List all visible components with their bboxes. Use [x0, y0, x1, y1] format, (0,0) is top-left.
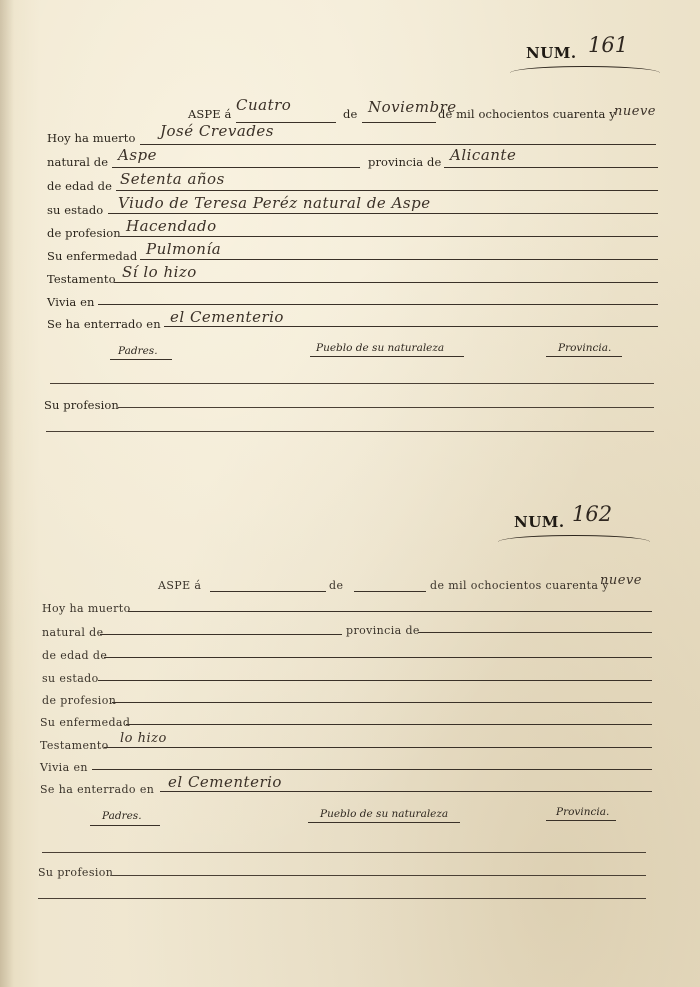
- record-number-label: NUM.: [514, 513, 565, 531]
- testamento-line: [114, 282, 658, 283]
- estado-label: su estado: [47, 203, 104, 217]
- testamento-value: Sí lo hizo: [122, 263, 197, 281]
- month-value: Noviembre: [368, 98, 457, 116]
- edad-label: de edad de: [42, 649, 108, 662]
- padres-row-line: [42, 852, 646, 853]
- year-suffix: nueve: [600, 573, 642, 588]
- hoy-line: [140, 144, 656, 145]
- edad-label: de edad de: [47, 179, 113, 193]
- provincia-line: [418, 632, 652, 633]
- extra-line: [46, 431, 654, 432]
- header-padres: Padres.: [102, 810, 142, 822]
- natural-line: [112, 167, 360, 168]
- header-padres-line: [90, 825, 160, 826]
- enfermedad-value: Pulmonía: [146, 240, 222, 258]
- number-underline: [498, 535, 650, 542]
- enterrado-label: Se ha enterrado en: [40, 783, 155, 796]
- profesion-label: de profesion: [47, 226, 121, 240]
- natural-value: Aspe: [118, 146, 158, 164]
- record-number-value: 161: [588, 33, 629, 57]
- year-suffix: nueve: [614, 104, 656, 119]
- header-pueblo-line: [310, 356, 464, 357]
- testamento-line: [104, 747, 652, 748]
- enfermedad-line: [140, 259, 658, 260]
- header-padres: Padres.: [118, 345, 158, 357]
- header-provincia-line: [546, 820, 616, 821]
- testamento-label: Testamento: [40, 739, 109, 752]
- estado-line: [98, 680, 652, 681]
- vivia-line: [98, 304, 658, 305]
- testamento-label: Testamento: [47, 272, 116, 286]
- header-provincia: Provincia.: [556, 806, 610, 818]
- year-text: de mil ochocientos cuarenta y: [438, 107, 616, 121]
- provincia-label: provincia de: [368, 155, 442, 169]
- estado-label: su estado: [42, 672, 99, 685]
- hoy-label: Hoy ha muerto: [42, 602, 131, 615]
- edad-value: Setenta años: [120, 170, 225, 188]
- hoy-line: [128, 611, 652, 612]
- vivia-line: [92, 769, 652, 770]
- month-line: [362, 122, 436, 123]
- header-padres-line: [110, 359, 172, 360]
- de-label: de: [329, 579, 344, 592]
- hoy-label: Hoy ha muerto: [47, 131, 136, 145]
- place-label: ASPE á: [188, 107, 232, 121]
- month-line: [354, 591, 426, 592]
- header-provincia-line: [546, 356, 622, 357]
- record-number-value: 162: [572, 502, 613, 526]
- header-pueblo: Pueblo de su naturaleza: [320, 808, 449, 820]
- profesion-value: Hacendado: [126, 217, 217, 235]
- vivia-label: Vivia en: [40, 761, 88, 774]
- profesion-line: [112, 702, 652, 703]
- enfermedad-label: Su enfermedad: [47, 249, 138, 263]
- enfermedad-line: [126, 724, 652, 725]
- estado-value: Viudo de Teresa Peréz natural de Aspe: [118, 194, 431, 212]
- number-underline: [510, 66, 660, 73]
- provincia-value: Alicante: [450, 146, 517, 164]
- day-value: Cuatro: [236, 96, 292, 114]
- su-profesion-line: [118, 407, 654, 408]
- header-provincia: Provincia.: [558, 342, 612, 354]
- enfermedad-label: Su enfermedad: [40, 716, 131, 729]
- edad-line: [104, 657, 652, 658]
- vivia-label: Vivia en: [47, 295, 95, 309]
- enterrado-line: [164, 326, 658, 327]
- place-label: ASPE á: [158, 579, 202, 592]
- day-line: [210, 591, 326, 592]
- provincia-label: provincia de: [346, 624, 420, 637]
- natural-label: natural de: [42, 626, 104, 639]
- su-profesion-label: Su profesion: [38, 866, 114, 879]
- record-number-label: NUM.: [526, 44, 577, 62]
- profesion-label: de profesion: [42, 694, 117, 707]
- su-profesion-label: Su profesion: [44, 398, 119, 412]
- de-label: de: [343, 107, 358, 121]
- natural-line: [100, 634, 342, 635]
- profesion-line: [120, 236, 658, 237]
- hoy-value: José Crevades: [160, 122, 275, 140]
- header-pueblo: Pueblo de su naturaleza: [316, 342, 445, 354]
- padres-row-line: [50, 383, 654, 384]
- enterrado-label: Se ha enterrado en: [47, 317, 161, 331]
- year-text: de mil ochocientos cuarenta y: [430, 579, 609, 592]
- natural-label: natural de: [47, 155, 109, 169]
- header-pueblo-line: [308, 822, 460, 823]
- su-profesion-line: [112, 875, 646, 876]
- estado-line: [108, 213, 658, 214]
- enterrado-value: el Cementerio: [170, 308, 284, 326]
- testamento-value: lo hizo: [120, 731, 167, 746]
- extra-line: [38, 898, 646, 899]
- provincia-line: [444, 167, 658, 168]
- enterrado-line: [160, 791, 652, 792]
- edad-line: [116, 190, 658, 191]
- enterrado-value: el Cementerio: [168, 773, 282, 791]
